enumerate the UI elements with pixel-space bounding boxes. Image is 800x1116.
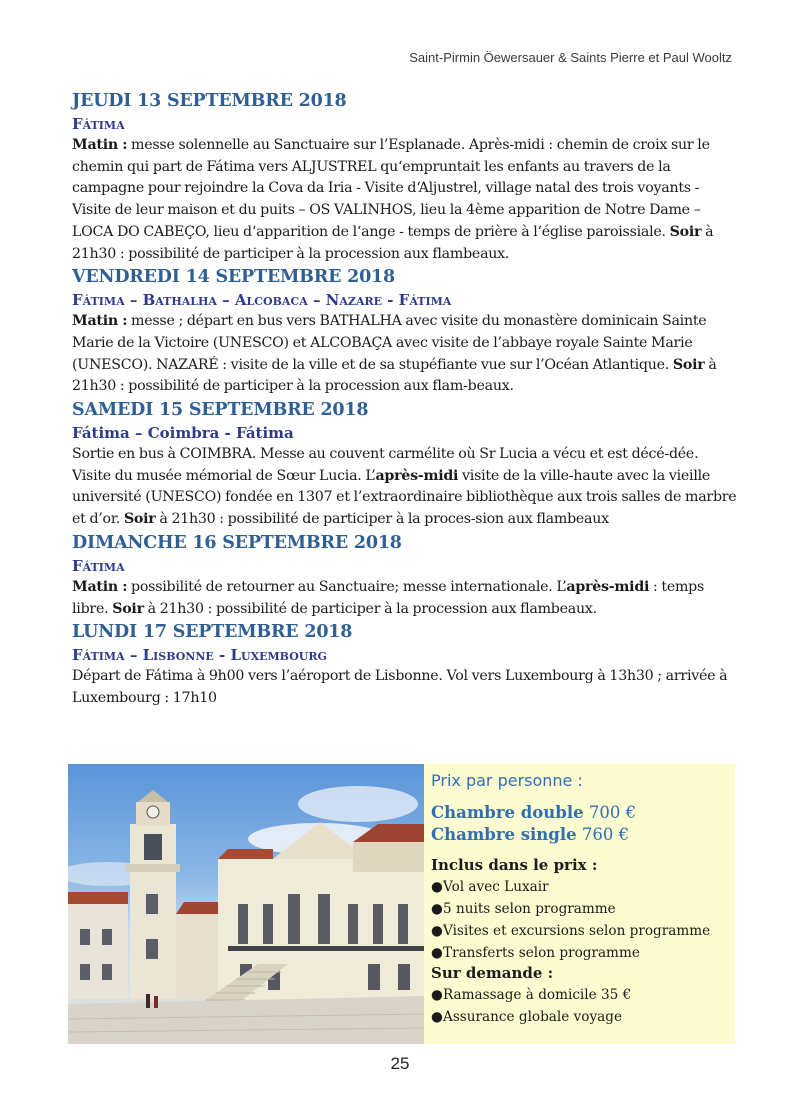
day-description [72,135,738,265]
day-description [72,311,738,398]
bullet-icon: ● [431,1009,443,1025]
item-text: Assurance globale voyage [443,1009,623,1025]
list-item [431,984,735,1006]
evening-label: Soir [672,356,705,373]
item-text: Vol avec Luxair [443,879,549,895]
single-label: Chambre single [431,825,577,844]
evening-label: Soir [112,600,144,617]
day-title: JEUDI 13 SEPTEMBRE 2018 [72,91,347,111]
list-item [431,876,735,898]
itinerary [72,90,738,711]
text: à 21h30 : possibilité de participer à la procession aux flam-beaux. [72,356,717,395]
day-title: DIMANCHE 16 SEPTEMBRE 2018 [72,532,402,553]
text: à 21h30 : possibilité de participer à la proces-sion aux flambeaux [155,511,609,528]
single-value: 760 € [576,825,630,844]
item-text: 5 nuits selon programme [443,901,616,917]
evening-label: Soir [123,511,156,528]
coimbra-university-illustration [68,764,424,1044]
day-description [72,444,738,531]
text: à 21h30 : possibilité de participer à la procession aux flambeaux. [143,600,597,617]
bullet-icon: ● [431,901,443,917]
double-value: 700 € [583,803,637,822]
text: messe solennelle au Sanctuaire sur l’Esplanade. Après-midi : chemin de croix sur le chemin qui part de Fátima vers ALJUSTREL qu‘empruntait les enfants au travers de la campagne pour rejoindre la Cova da Iria - Visite d‘Aljustrel, village natal des trois voyants - Visite de leur maison et du puits – OS VALINHOS, lieu la 4ème apparition de Notre Dame – LOCA DO CABEÇO, lieu d‘apparition de l‘ange - temps de prière à l‘église paroissiale. [72,137,710,240]
afternoon-label: après-midi [375,467,459,484]
list-item [431,1006,735,1028]
double-label: Chambre double [431,803,584,822]
evening-label: Soir [669,223,702,240]
morning-label: Matin : [72,137,128,153]
list-item [431,942,735,964]
bullet-icon: ● [431,923,443,939]
list-item [431,920,735,942]
included-title: Inclus dans le prix : [431,856,598,874]
day-title: LUNDI 17 SEPTEMBRE 2018 [72,622,353,643]
text: possibilité de retourner au Sanctuaire; messe internationale. L’ [127,578,567,595]
price-title: Prix par personne : [431,771,583,790]
item-text: Transferts selon programme [443,945,640,961]
university-photo [68,764,424,1044]
day-subtitle: Fátima – Lisbonne - Luxembourg [72,646,327,665]
price-double [431,802,735,824]
bottom-section [68,764,735,1044]
day-description: Départ de Fátima à 9h00 vers l’aéroport de Lisbonne. Vol vers Luxembourg à 13h30 ; arrivée à Luxembourg : 17h10 [72,668,728,706]
day-subtitle: Fátima – Coimbra - Fátima [72,424,294,443]
text: messe ; départ en bus vers BATHALHA avec visite du monastère dominicain Sainte Marie de la Victoire (UNESCO) et ALCOBAÇA avec visite de l’abbaye royale Sainte Marie (UNESCO). NAZARÉ : visite de la ville et de sa stupéfiante vue sur l’Océan Atlantique. [72,313,707,373]
text: : temps libre. [72,578,705,617]
bullet-icon: ● [431,987,443,1003]
day-title: SAMEDI 15 SEPTEMBRE 2018 [72,400,369,421]
afternoon-label: après-midi [566,578,650,595]
day-subtitle: Fátima [72,115,125,133]
bullet-icon: ● [431,945,443,961]
item-text: Ramassage à domicile 35 € [443,987,632,1003]
text: à 21h30 : possibilité de participer à la procession aux flambeaux. [72,223,714,262]
day-description [72,577,738,620]
request-title: Sur demande : [431,964,554,982]
text: visite de la ville-haute avec la vieille université (UNESCO) fondée en 1307 et l’extraordinaire bibliothèque aux trois salles de marbre et d’or. [72,467,737,528]
bullet-icon: ● [431,879,443,895]
price-single [431,824,735,846]
morning-label: Matin : [72,578,128,595]
morning-label: Matin : [72,313,128,330]
day-subtitle: Fátima – Bathalha – Alcobaca – Nazare - Fátima [72,291,452,310]
list-item [431,898,735,920]
day-subtitle: Fátima [72,556,125,575]
item-text: Visites et excursions selon programme [443,923,711,939]
page-number: 25 [390,1054,410,1073]
page-header: Saint-Pirmin Öewersauer & Saints Pierre et Paul Wooltz [409,50,732,65]
price-box [424,764,735,1044]
day-title: VENDREDI 14 SEPTEMBRE 2018 [72,267,396,288]
text: Sortie en bus à COIMBRA. Messe au couvent carmélite où Sr Lucia a vécu et est décé-dée. Visite du musée mémorial de Sœur Lucia. L’ [72,446,699,484]
